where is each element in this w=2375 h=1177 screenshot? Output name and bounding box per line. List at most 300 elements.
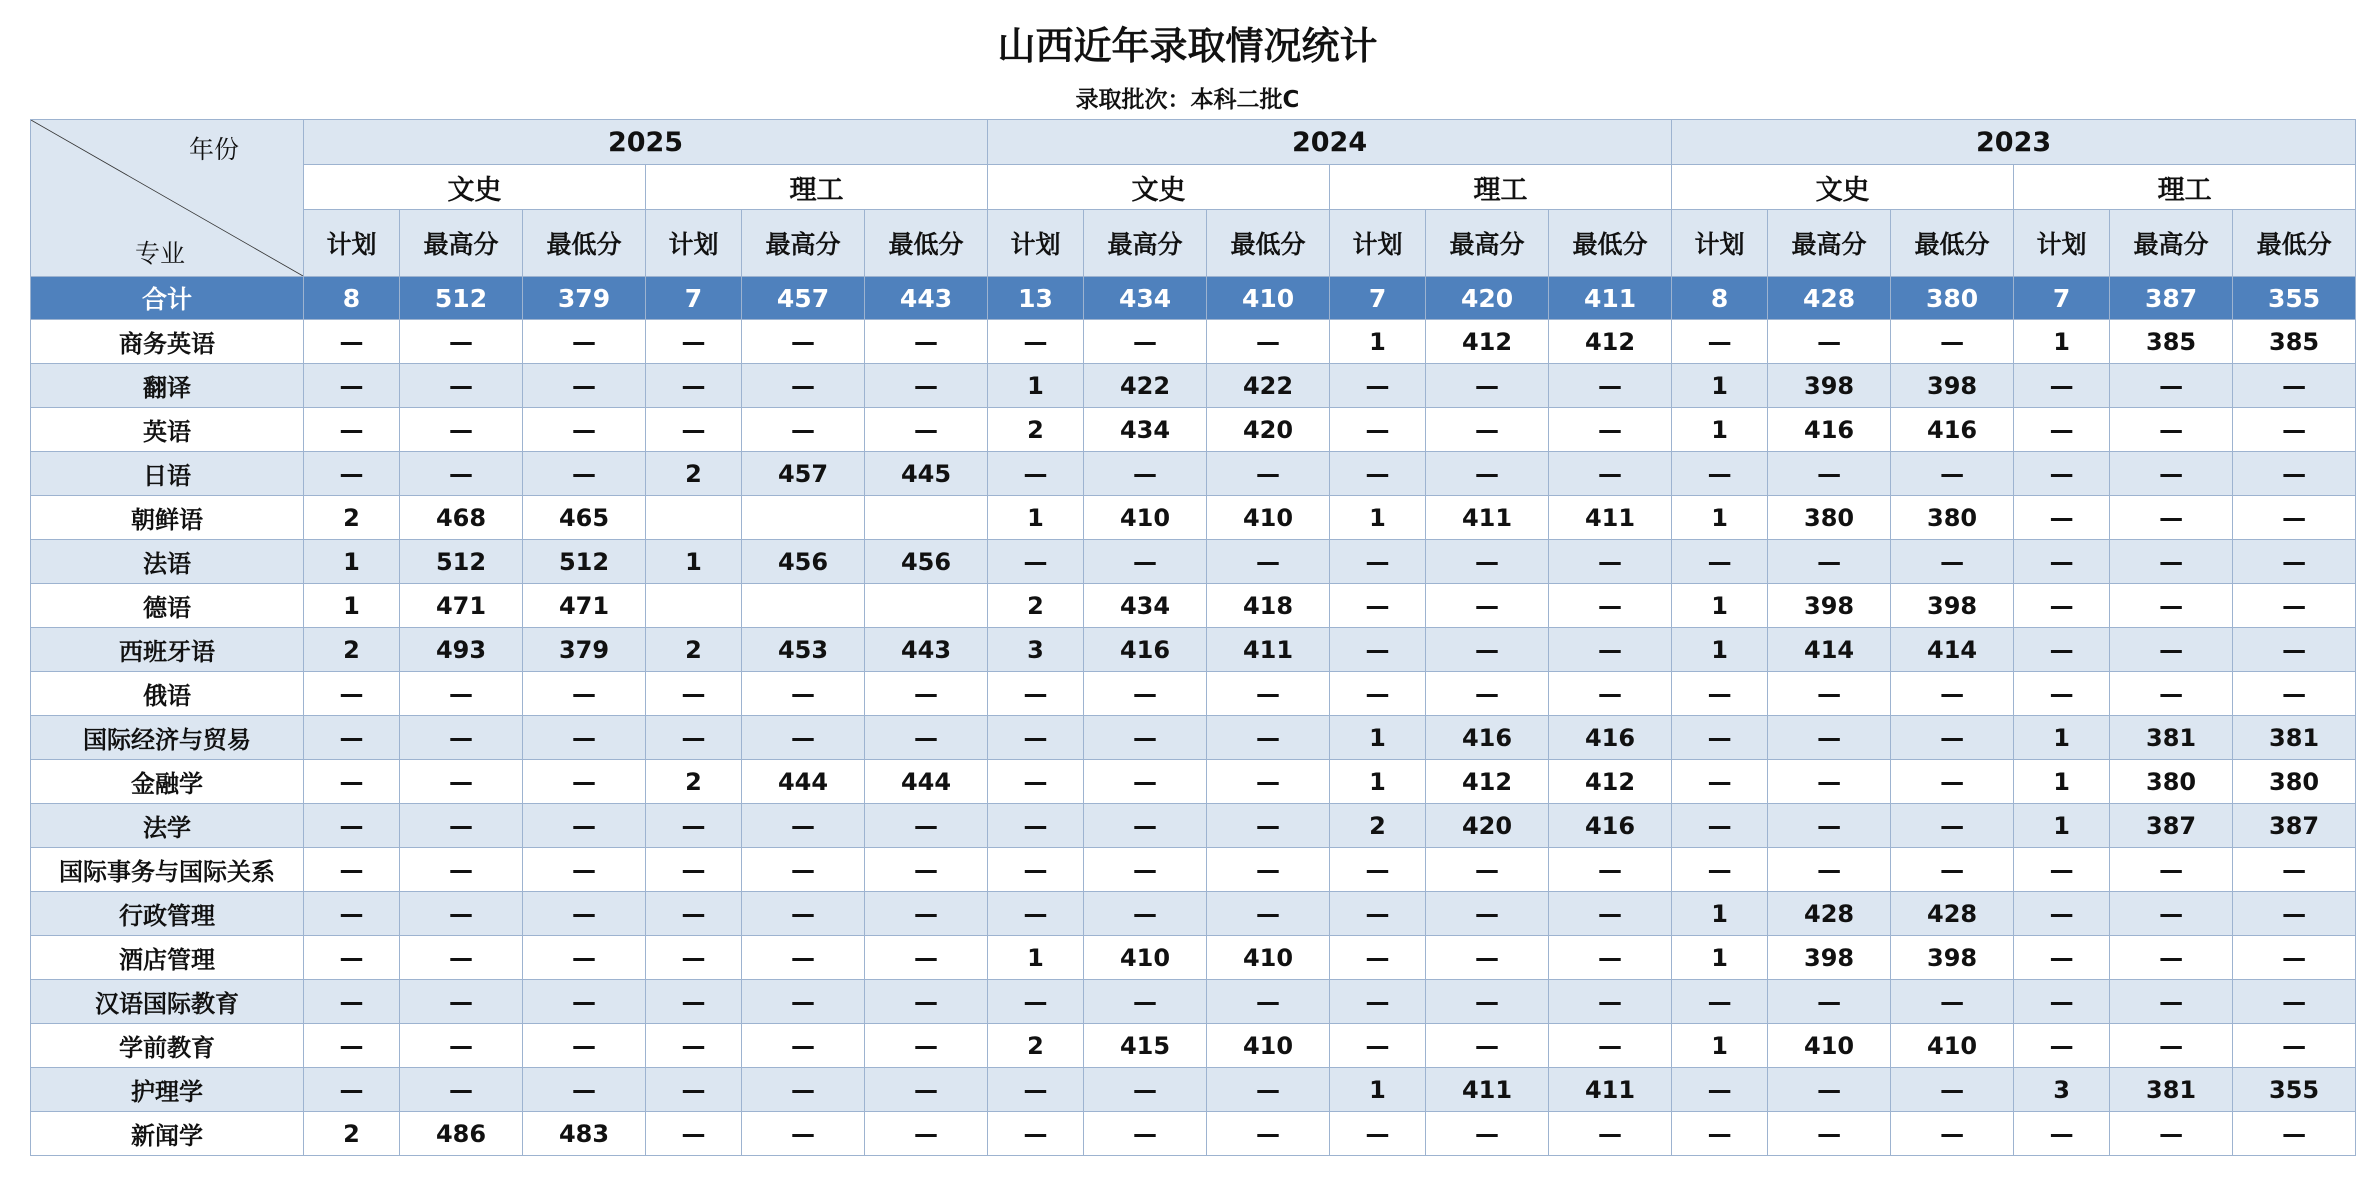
table-cell: — (1672, 1068, 1768, 1112)
table-cell: 420 (1426, 277, 1549, 320)
table-cell: — (1768, 452, 1891, 496)
table-cell: 2 (988, 584, 1084, 628)
table-cell: 420 (1426, 804, 1549, 848)
corner-header (31, 120, 304, 277)
table-cell: — (1549, 584, 1672, 628)
table-cell: 7 (2014, 277, 2110, 320)
table-cell: 385 (2110, 320, 2233, 364)
table-cell: 457 (742, 277, 865, 320)
table-cell: 398 (1891, 584, 2014, 628)
table-cell: 379 (523, 277, 646, 320)
table-cell: 411 (1549, 496, 1672, 540)
corner-year-label: 年份 (188, 135, 239, 164)
table-cell: 355 (2233, 277, 2356, 320)
table-cell: 7 (646, 277, 742, 320)
table-cell: — (2014, 584, 2110, 628)
table-cell: — (523, 892, 646, 936)
header-row-years (31, 120, 2356, 165)
table-cell: — (1549, 364, 1672, 408)
table-cell: 8 (1672, 277, 1768, 320)
table-cell: 512 (400, 277, 523, 320)
table-row (31, 540, 2356, 584)
table-cell: 380 (1891, 496, 2014, 540)
table-cell: — (523, 1068, 646, 1112)
year-header: 2023 (1672, 120, 2356, 165)
table-cell: — (742, 848, 865, 892)
table-cell: 412 (1426, 760, 1549, 804)
table-cell: — (742, 320, 865, 364)
table-cell: — (2233, 1112, 2356, 1156)
table-cell: — (646, 408, 742, 452)
table-cell: — (1426, 584, 1549, 628)
row-label: 学前教育 (31, 1024, 304, 1068)
table-cell: 444 (865, 760, 988, 804)
year-header: 2024 (988, 120, 1672, 165)
table-cell: — (400, 804, 523, 848)
table-cell: — (865, 892, 988, 936)
subject-header: 文史 (304, 165, 646, 210)
table-cell: — (2014, 628, 2110, 672)
table-cell: 465 (523, 496, 646, 540)
table-cell: 385 (2233, 320, 2356, 364)
table-cell: — (865, 672, 988, 716)
table-cell: — (1426, 848, 1549, 892)
table-cell: — (2233, 540, 2356, 584)
table-cell: — (1084, 804, 1207, 848)
table-cell: — (1768, 540, 1891, 584)
table-cell: 380 (2233, 760, 2356, 804)
table-cell: — (1768, 320, 1891, 364)
table-cell: 1 (1672, 496, 1768, 540)
table-cell: — (400, 716, 523, 760)
table-cell: — (2110, 936, 2233, 980)
table-cell: 422 (1084, 364, 1207, 408)
table-cell: 380 (1891, 277, 2014, 320)
table-cell: — (1672, 320, 1768, 364)
table-cell: 1 (988, 496, 1084, 540)
table-cell: — (2110, 628, 2233, 672)
table-cell: — (1768, 804, 1891, 848)
table-cell: — (2014, 1024, 2110, 1068)
table-cell: — (988, 980, 1084, 1024)
table-cell: — (400, 1068, 523, 1112)
table-cell: — (1207, 1112, 1330, 1156)
table-cell: 1 (1330, 320, 1426, 364)
table-cell: — (988, 540, 1084, 584)
table-cell: — (2014, 936, 2110, 980)
table-cell: — (1084, 760, 1207, 804)
table-cell: 416 (1549, 716, 1672, 760)
table-cell: 414 (1891, 628, 2014, 672)
table-row (31, 408, 2356, 452)
table-cell: 434 (1084, 408, 1207, 452)
table-cell: — (1549, 892, 1672, 936)
table-cell: — (1672, 716, 1768, 760)
table-cell: — (1768, 1068, 1891, 1112)
corner-major-label: 专业 (135, 239, 186, 268)
table-cell: — (1084, 848, 1207, 892)
table-body (31, 277, 2356, 1156)
table-row (31, 980, 2356, 1024)
page-title: 山西近年录取情况统计 (997, 24, 1378, 68)
table-cell: — (1084, 1068, 1207, 1112)
row-label: 法语 (31, 540, 304, 584)
table-cell: 410 (1768, 1024, 1891, 1068)
table-cell: — (1672, 452, 1768, 496)
metric-header: 计划 (1672, 210, 1768, 277)
table-cell: 416 (1426, 716, 1549, 760)
table-cell: 398 (1891, 364, 2014, 408)
table-cell: 381 (2110, 716, 2233, 760)
metric-header: 最低分 (523, 210, 646, 277)
table-cell: — (1426, 540, 1549, 584)
table-cell (646, 584, 742, 628)
table-cell: 410 (1207, 936, 1330, 980)
table-cell: — (2014, 364, 2110, 408)
table-cell: — (304, 760, 400, 804)
row-label: 德语 (31, 584, 304, 628)
table-cell: — (742, 1112, 865, 1156)
table-cell: — (1426, 628, 1549, 672)
table-cell: — (742, 804, 865, 848)
table-cell: — (1426, 1024, 1549, 1068)
table-cell: — (1768, 1112, 1891, 1156)
table-cell: 457 (742, 452, 865, 496)
table-cell: — (1207, 1068, 1330, 1112)
table-cell: — (304, 892, 400, 936)
table-cell: — (1891, 452, 2014, 496)
table-cell: — (523, 1024, 646, 1068)
metric-header: 计划 (646, 210, 742, 277)
table-cell: — (1084, 320, 1207, 364)
table-cell: 2 (1330, 804, 1426, 848)
table-cell: — (523, 408, 646, 452)
table-cell: — (1207, 320, 1330, 364)
table-cell: — (1084, 672, 1207, 716)
table-cell: 1 (1672, 584, 1768, 628)
table-cell: — (646, 848, 742, 892)
table-cell: 483 (523, 1112, 646, 1156)
table-cell: — (523, 848, 646, 892)
table-cell: 398 (1891, 936, 2014, 980)
table-cell: 443 (865, 277, 988, 320)
table-cell: 7 (1330, 277, 1426, 320)
table-cell: — (2014, 408, 2110, 452)
table-cell: — (1426, 1112, 1549, 1156)
table-cell: 453 (742, 628, 865, 672)
table-cell: 1 (304, 540, 400, 584)
table-cell: — (2233, 408, 2356, 452)
table-cell: 410 (1891, 1024, 2014, 1068)
table-cell: 434 (1084, 584, 1207, 628)
table-cell: 1 (646, 540, 742, 584)
table-cell: 410 (1207, 1024, 1330, 1068)
table-cell: — (2233, 672, 2356, 716)
table-cell: 8 (304, 277, 400, 320)
table-cell: — (1549, 628, 1672, 672)
row-label: 法学 (31, 804, 304, 848)
table-cell: — (646, 980, 742, 1024)
table-cell: — (1891, 1112, 2014, 1156)
table-row (31, 672, 2356, 716)
table-cell: 471 (400, 584, 523, 628)
table-cell: 1 (1672, 408, 1768, 452)
metric-header: 最低分 (1549, 210, 1672, 277)
table-row (31, 628, 2356, 672)
table-cell: — (1207, 892, 1330, 936)
table-cell: 456 (865, 540, 988, 584)
table-cell: 512 (400, 540, 523, 584)
table-cell: — (1330, 1024, 1426, 1068)
table-cell: 410 (1207, 496, 1330, 540)
table-cell: — (1207, 716, 1330, 760)
table-cell: — (2233, 364, 2356, 408)
metric-header: 最低分 (865, 210, 988, 277)
table-cell: — (988, 848, 1084, 892)
table-cell: — (1330, 1112, 1426, 1156)
table-cell: — (2110, 848, 2233, 892)
table-cell: — (1549, 540, 1672, 584)
table-cell: 1 (1672, 628, 1768, 672)
table-cell: 1 (1330, 716, 1426, 760)
table-cell: — (1330, 540, 1426, 584)
table-cell: 445 (865, 452, 988, 496)
row-label: 翻译 (31, 364, 304, 408)
table-cell: — (2110, 1024, 2233, 1068)
table-cell: 355 (2233, 1068, 2356, 1112)
table-cell: 1 (1330, 760, 1426, 804)
table-cell: 1 (2014, 760, 2110, 804)
table-cell: 13 (988, 277, 1084, 320)
table-cell: 2 (646, 452, 742, 496)
table-cell: — (865, 716, 988, 760)
table-cell: — (523, 936, 646, 980)
table-cell: — (1672, 540, 1768, 584)
table-row (31, 892, 2356, 936)
table-cell: — (523, 980, 646, 1024)
table-cell: — (1768, 672, 1891, 716)
table-cell: — (988, 804, 1084, 848)
row-label: 俄语 (31, 672, 304, 716)
table-cell: — (865, 1024, 988, 1068)
row-label: 新闻学 (31, 1112, 304, 1156)
table-row (31, 496, 2356, 540)
table-cell: — (865, 364, 988, 408)
table-cell (865, 496, 988, 540)
table-cell: — (646, 804, 742, 848)
table-cell: — (2233, 452, 2356, 496)
table-cell: — (865, 936, 988, 980)
table-cell: 1 (1330, 496, 1426, 540)
table-cell: — (2233, 628, 2356, 672)
table-row (31, 364, 2356, 408)
table-cell: — (2233, 936, 2356, 980)
table-cell: — (2014, 540, 2110, 584)
table-cell: 422 (1207, 364, 1330, 408)
table-cell: — (1891, 980, 2014, 1024)
table-cell: — (304, 848, 400, 892)
table-cell: — (2014, 452, 2110, 496)
total-row (31, 277, 2356, 320)
table-cell: — (988, 672, 1084, 716)
table-cell: 443 (865, 628, 988, 672)
table-cell: — (1426, 408, 1549, 452)
table-cell: — (523, 364, 646, 408)
table-cell: — (646, 1024, 742, 1068)
table-cell: — (865, 1112, 988, 1156)
table-cell: — (400, 936, 523, 980)
table-cell: 411 (1549, 1068, 1672, 1112)
table-row (31, 1112, 2356, 1156)
table-cell: — (523, 672, 646, 716)
table-cell: — (1084, 980, 1207, 1024)
table-cell: — (2014, 892, 2110, 936)
table-row (31, 716, 2356, 760)
table-cell: 1 (1672, 936, 1768, 980)
table-cell: — (400, 892, 523, 936)
table-cell: 381 (2110, 1068, 2233, 1112)
table-cell: — (2233, 584, 2356, 628)
row-label: 合计 (31, 277, 304, 320)
table-cell: 1 (2014, 804, 2110, 848)
table-cell: — (2110, 892, 2233, 936)
table-cell: 3 (988, 628, 1084, 672)
metric-header: 最低分 (2233, 210, 2356, 277)
subject-header: 理工 (646, 165, 988, 210)
metric-header: 最低分 (1891, 210, 2014, 277)
table-cell: — (2110, 584, 2233, 628)
table-cell: 387 (2110, 804, 2233, 848)
header-row-metrics (31, 210, 2356, 277)
table-cell: — (400, 672, 523, 716)
table-cell: — (1672, 980, 1768, 1024)
table-cell: — (1084, 452, 1207, 496)
table-cell: — (1207, 672, 1330, 716)
table-cell: 1 (988, 936, 1084, 980)
table-cell: — (2110, 540, 2233, 584)
table-cell: — (742, 936, 865, 980)
table-cell: — (1084, 540, 1207, 584)
table-cell: — (400, 452, 523, 496)
table-cell: — (2110, 496, 2233, 540)
table-cell: — (646, 364, 742, 408)
table-row (31, 1068, 2356, 1112)
table-cell: — (1549, 408, 1672, 452)
table-cell: — (1426, 980, 1549, 1024)
table-row (31, 848, 2356, 892)
table-cell: — (304, 672, 400, 716)
table-cell: — (1672, 848, 1768, 892)
metric-header: 最高分 (1768, 210, 1891, 277)
table-cell: 2 (304, 1112, 400, 1156)
table-cell: 416 (1768, 408, 1891, 452)
table-cell: — (2110, 408, 2233, 452)
table-cell: — (742, 892, 865, 936)
table-cell: 387 (2233, 804, 2356, 848)
table-cell: 1 (1672, 364, 1768, 408)
table-cell: — (2110, 364, 2233, 408)
table-cell: — (1330, 848, 1426, 892)
table-cell: — (400, 320, 523, 364)
table-cell: 2 (988, 408, 1084, 452)
table-row (31, 584, 2356, 628)
row-label: 国际事务与国际关系 (31, 848, 304, 892)
table-row (31, 760, 2356, 804)
table-cell: 2 (988, 1024, 1084, 1068)
table-cell: — (988, 716, 1084, 760)
table-cell: — (646, 716, 742, 760)
table-cell: 416 (1549, 804, 1672, 848)
table-cell: 456 (742, 540, 865, 584)
table-cell: 428 (1768, 892, 1891, 936)
header-row-subjects (31, 165, 2356, 210)
table-cell: — (646, 1068, 742, 1112)
metric-header: 计划 (304, 210, 400, 277)
row-label: 行政管理 (31, 892, 304, 936)
table-cell: 434 (1084, 277, 1207, 320)
table-cell: — (1330, 672, 1426, 716)
table-cell: — (742, 672, 865, 716)
year-header: 2025 (304, 120, 988, 165)
table-cell: 411 (1426, 1068, 1549, 1112)
table-cell: — (988, 320, 1084, 364)
table-cell: — (1426, 452, 1549, 496)
table-cell: 1 (988, 364, 1084, 408)
table-cell: 412 (1426, 320, 1549, 364)
table-cell: 2 (646, 760, 742, 804)
table-cell: — (400, 364, 523, 408)
table-cell: — (1549, 980, 1672, 1024)
metric-header: 计划 (2014, 210, 2110, 277)
table-cell: 428 (1768, 277, 1891, 320)
table-cell: 381 (2233, 716, 2356, 760)
table-cell: 414 (1768, 628, 1891, 672)
table-cell: 411 (1207, 628, 1330, 672)
table-cell: — (742, 1068, 865, 1112)
table-cell: — (2233, 980, 2356, 1024)
table-cell: — (1768, 848, 1891, 892)
table-cell: 398 (1768, 936, 1891, 980)
table-cell: — (1549, 672, 1672, 716)
metric-header: 最高分 (742, 210, 865, 277)
table-cell: — (2233, 1024, 2356, 1068)
table-cell: — (1426, 892, 1549, 936)
table-cell: — (1891, 540, 2014, 584)
table-row (31, 936, 2356, 980)
table-cell: — (865, 980, 988, 1024)
table-cell: 410 (1207, 277, 1330, 320)
table-cell: 428 (1891, 892, 2014, 936)
table-cell: — (1672, 672, 1768, 716)
table-cell: — (2014, 496, 2110, 540)
table-cell: — (742, 1024, 865, 1068)
table-cell: — (1549, 936, 1672, 980)
table-cell: — (523, 320, 646, 364)
table-cell: 415 (1084, 1024, 1207, 1068)
table-cell: — (1330, 452, 1426, 496)
table-cell: — (1207, 760, 1330, 804)
table-cell: — (865, 1068, 988, 1112)
table-cell: — (742, 408, 865, 452)
table-cell: — (2014, 1112, 2110, 1156)
table-cell: — (988, 760, 1084, 804)
table-cell: — (2110, 452, 2233, 496)
table-cell: — (523, 760, 646, 804)
table-cell: — (646, 1112, 742, 1156)
table-cell: — (2014, 980, 2110, 1024)
table-cell: — (2014, 672, 2110, 716)
table-cell: — (2233, 496, 2356, 540)
